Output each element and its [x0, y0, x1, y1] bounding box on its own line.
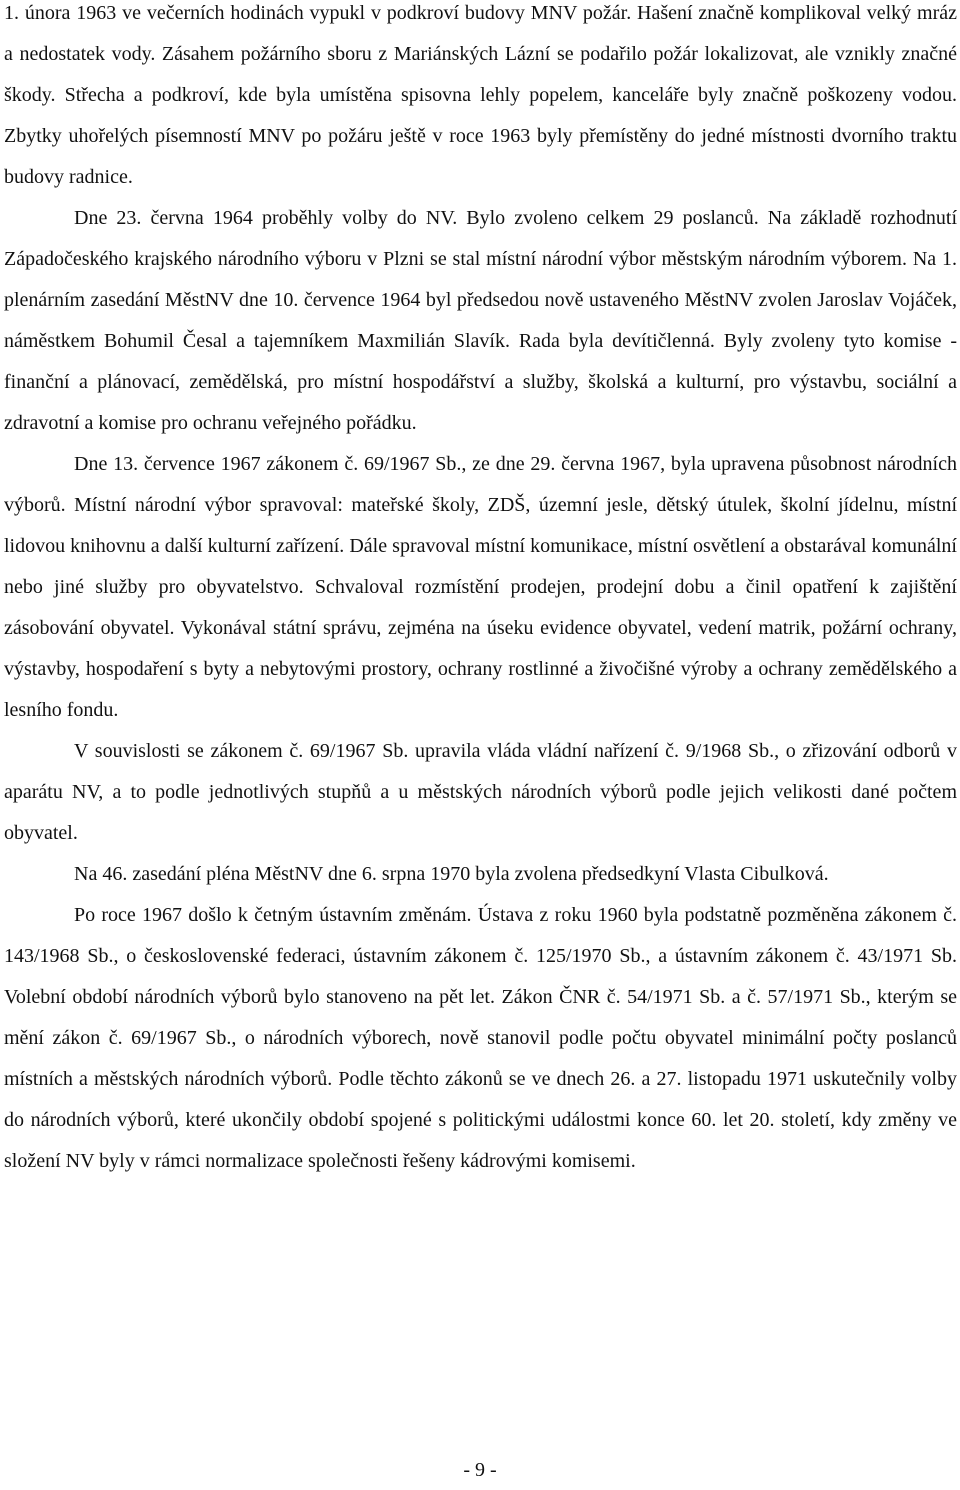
paragraph-constitutional-changes: Po roce 1967 došlo k četným ústavním změnám. Ústava z roku 1960 byla podstatně pozměněna zákonem č. 143/1968 Sb., o československé federaci, ústavním zákonem č. 125/1970 Sb., a ústavním zákonem č. 43/1971 Sb. Volební období národních výborů bylo stanoveno na pět let. Zákon ČNR č. 54/1971 Sb. a č. 57/1971 Sb., kterým se mění zákon č. 69/1967 Sb., o národních výborech, nově stanovil podle počtu obyvatel minimální počty poslanců místních a městských národních výborů. Podle těchto zákonů se ve dnech 26. a 27. listopadu 1971 uskutečnily volby do národních výborů, které ukončily období spojené s politickými událostmi konce 60. let 20. století, kdy změny ve složení NV byly v rámci normalizace společnosti řešeny kádrovými komisemi.	[4, 904, 957, 1172]
paragraph-government-decree-1968: V souvislosti se zákonem č. 69/1967 Sb. upravila vláda vládní nařízení č. 9/1968 Sb., o zřizování odborů v aparátu NV, a to podle jednotlivých stupňů a u městských národních výborů podle jejich velikosti dané počtem obyvatel.	[4, 740, 957, 844]
paragraph-law-1967: Dne 13. července 1967 zákonem č. 69/1967 Sb., ze dne 29. června 1967, byla upravena působnost národních výborů. Místní národní výbor spravoval: mateřské školy, ZDŠ, územní jesle, dětský útulek, školní jídelnu, místní lidovou knihovnu a další kulturní zařízení. Dále spravoval místní komunikace, místní osvětlení a obstarával komunální nebo jiné služby pro obyvatelstvo. Schvaloval rozmístění prodejen, prodejní dobu a činil opatření k zajištění zásobování obyvatel. Vykonával státní správu, zejména na úseku evidence obyvatel, vedení matrik, požární ochrany, výstavby, hospodaření s byty a nebytovými prostory, ochrany rostlinné a živočišné výroby a ochrany zemědělského a lesního fondu.	[4, 453, 957, 721]
paragraph-fire-1963: 1. února 1963 ve večerních hodinách vypukl v podkroví budovy MNV požár. Hašení značně komplikoval velký mráz a nedostatek vody. Zásahem požárního sboru z Mariánských Lázní se podařilo požár lokalizovat, ale vznikly značné škody. Střecha a podkroví, kde byla umístěna spisovna lehly popelem, kanceláře byly značně poškozeny vodou. Zbytky uhořelých písemností MNV po požáru ještě v roce 1963 byly přemístěny do jedné místnosti dvorního traktu budovy radnice.	[4, 2, 957, 188]
page-number: - 9 -	[463, 1459, 497, 1481]
paragraph-chairwoman-1970: Na 46. zasedání pléna MěstNV dne 6. srpna 1970 byla zvolena předsedkyní Vlasta Cibulková.	[74, 863, 829, 885]
paragraph-elections-1964: Dne 23. června 1964 proběhly volby do NV. Bylo zvoleno celkem 29 poslanců. Na základě rozhodnutí Západočeského krajského národního výboru v Plzni se stal místní národní výbor městským národním výborem. Na 1. plenárním zasedání MěstNV dne 10. července 1964 byl předsedou nově ustaveného MěstNV zvolen Jaroslav Vojáček, náměstkem Bohumil Česal a tajemníkem Maxmilián Slavík. Rada byla devítičlenná. Byly zvoleny tyto komise - finanční a plánovací, zemědělská, pro místní hospodářství a služby, školská a kulturní, pro výstavbu, sociální a zdravotní a komise pro ochranu veřejného pořádku.	[4, 207, 957, 434]
document-body	[4, 0, 957, 1182]
